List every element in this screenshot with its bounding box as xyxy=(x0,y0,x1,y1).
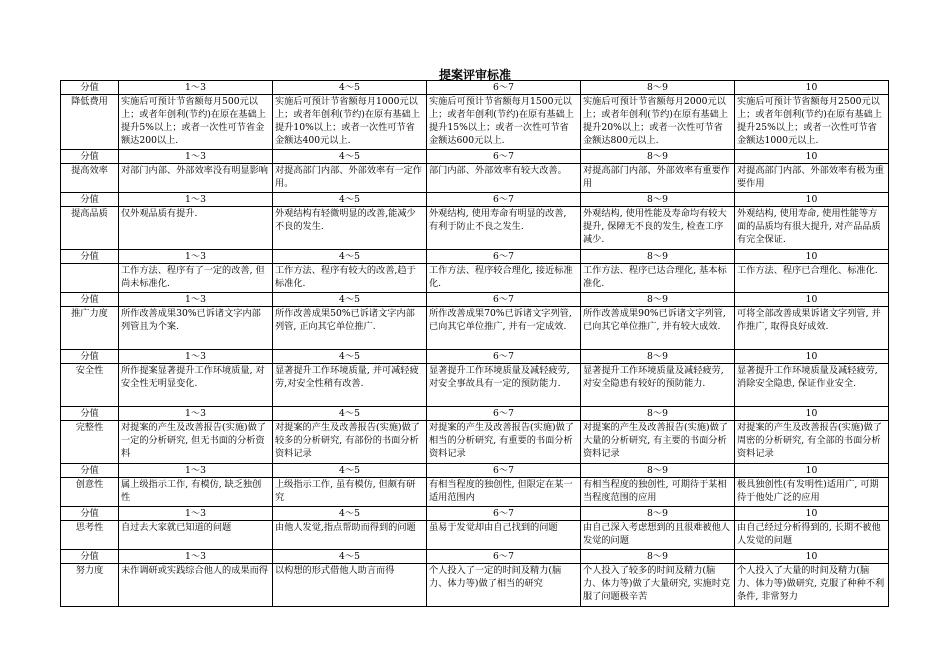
criterion-description xyxy=(119,95,273,150)
criterion-description xyxy=(119,164,273,193)
description-text: 个人投入了大量的时间及精力(脑力、体力等)做研究, 克服了种种不利条件, 非常努力 xyxy=(737,565,885,602)
criterion-description xyxy=(427,164,581,193)
criterion-row xyxy=(61,478,889,507)
criterion-description xyxy=(119,564,273,607)
score-range: 8～9 xyxy=(581,193,735,207)
page-title: 提案评审标准 xyxy=(438,68,511,82)
score-row xyxy=(61,464,889,478)
description-text: 实施后可预计节省额每月1500元以上；或者年创利(节约)在原有基础上提升15%以上；或者一次性可节省金额达600元以上. xyxy=(429,96,574,146)
score-range: 4～5 xyxy=(273,464,427,478)
criterion-row xyxy=(61,364,889,407)
description-text: 对提高部门内部、外部效率有极为重要作用 xyxy=(737,165,884,189)
score-range: 6～7 xyxy=(427,507,581,521)
description-text: 以构想的形式借他人助言而得 xyxy=(275,565,395,576)
criterion-description xyxy=(119,364,273,407)
description-text: 上级指示工作, 虽有模仿, 但颇有研究 xyxy=(275,479,416,503)
description-text: 由他人发觉,指点帮助而得到的问题 xyxy=(275,522,416,533)
description-text: 对提案的产生及改善报告(实施)做了大量的分析研究, 有主要的书面分析资料记录 xyxy=(583,422,728,459)
criterion-row xyxy=(61,95,889,150)
criterion-description xyxy=(273,307,427,350)
criterion-description xyxy=(427,95,581,150)
description-text: 由自己经过分析得到的, 长期不被他人发觉的问题 xyxy=(737,522,881,546)
criteria-table xyxy=(60,80,889,607)
score-range: 10 xyxy=(735,81,889,95)
score-range: 8～9 xyxy=(581,150,735,164)
description-text: 工作方法、程序有较大的改善,趋于标准化. xyxy=(275,265,416,289)
score-range: 10 xyxy=(735,507,889,521)
criterion-row xyxy=(61,264,889,293)
description-text: 自过去大家就已知道的问题 xyxy=(121,522,232,533)
description-text: 对提高部门内部、外部效率有重要作用 xyxy=(583,165,730,189)
score-range: 8～9 xyxy=(581,350,735,364)
score-range: 1～3 xyxy=(119,150,273,164)
criterion-description xyxy=(119,307,273,350)
description-text: 实施后可预计节省额每月1000元以上；或者年创利(节约)在原有基础上提升10%以上；或者一次性可节省金额达400元以上. xyxy=(275,96,420,146)
criterion-description xyxy=(427,564,581,607)
criterion-row xyxy=(61,164,889,193)
criterion-name: 推广力度 xyxy=(61,307,119,350)
criterion-description xyxy=(735,307,889,350)
description-text: 外观结构有轻微明显的改善,能减少不良的发生. xyxy=(275,208,416,232)
score-row xyxy=(61,250,889,264)
description-text: 对部门内部、外部效率没有明显影响 xyxy=(121,165,268,176)
description-text: 未作调研或实践综合他人的成果而得 xyxy=(121,565,268,576)
criterion-description xyxy=(581,264,735,293)
description-text: 外观结构, 使用性能及寿命均有较大提升, 保障无不良的发生, 检查工序减少. xyxy=(583,208,727,245)
criterion-name: 提高品质 xyxy=(61,207,119,250)
description-text: 个人投入了一定的时间及精力(脑力、体力等)做了相当的研究 xyxy=(429,565,562,589)
criterion-description xyxy=(581,364,735,407)
criterion-description xyxy=(427,364,581,407)
description-text: 显著提升工作环境质量及减轻疲劳, 对安全隐患有较好的预防能力. xyxy=(583,365,724,389)
description-text: 仅外观品质有提升. xyxy=(121,208,198,219)
criterion-description xyxy=(273,478,427,507)
criterion-name: 安全性 xyxy=(61,364,119,407)
score-label: 分值 xyxy=(61,293,119,307)
criterion-description xyxy=(735,364,889,407)
score-row xyxy=(61,193,889,207)
criterion-description xyxy=(581,421,735,464)
description-text: 对提高部门内部、外部效率有一定作用。 xyxy=(275,165,422,189)
criterion-description xyxy=(427,264,581,293)
description-text: 工作方法、程序有了一定的改善, 但尚未标准化. xyxy=(121,265,265,289)
score-row xyxy=(61,293,889,307)
score-row xyxy=(61,150,889,164)
criterion-description xyxy=(735,421,889,464)
score-range: 8～9 xyxy=(581,407,735,421)
score-range: 10 xyxy=(735,350,889,364)
criterion-description xyxy=(581,307,735,350)
description-text: 部门内部、外部效率有较大改善。 xyxy=(429,165,567,176)
score-label: 分值 xyxy=(61,350,119,364)
score-range: 4～5 xyxy=(273,293,427,307)
description-text: 虽易于发觉却由自己找到的问题 xyxy=(429,522,558,533)
description-text: 对提案的产生及改善报告(实施)做了较多的分析研究, 有部份的书面分析资料记录 xyxy=(275,422,420,459)
score-range: 1～3 xyxy=(119,550,273,564)
score-range: 8～9 xyxy=(581,293,735,307)
score-range: 10 xyxy=(735,150,889,164)
score-range: 4～5 xyxy=(273,150,427,164)
criterion-description xyxy=(119,521,273,550)
criterion-row xyxy=(61,564,889,607)
description-text: 个人投入了较多的时间及精力(脑力、体力等)做了大量研究, 实施时克服了问题极辛苦 xyxy=(583,565,731,602)
criterion-name: 创意性 xyxy=(61,478,119,507)
description-text: 可将全部改善成果诉诸文字列管, 并作推广, 取得良好成效. xyxy=(737,308,881,332)
score-label: 分值 xyxy=(61,150,119,164)
criterion-description xyxy=(581,564,735,607)
description-text: 实施后可预计节省额每月500元以上；或者年创利(节约)在原在基础上提升5%以上；或者一次性可节省金额达200以上. xyxy=(121,96,266,146)
score-row xyxy=(61,550,889,564)
description-text: 所作改善成果50%已诉诸文字内部列管, 正向其它单位推广. xyxy=(275,308,415,332)
score-range: 4～5 xyxy=(273,550,427,564)
score-range: 4～5 xyxy=(273,350,427,364)
criterion-name: 降低费用 xyxy=(61,95,119,150)
description-text: 工作方法、程序已合理化、标准化. xyxy=(737,265,878,276)
score-range: 4～5 xyxy=(273,250,427,264)
score-range: 10 xyxy=(735,407,889,421)
description-text: 工作方法、程序较合理化, 接近标准化. xyxy=(429,265,573,289)
criterion-description xyxy=(735,207,889,250)
score-row xyxy=(61,507,889,521)
criterion-description xyxy=(735,164,889,193)
description-text: 显著提升工作环境质量及减轻疲劳, 对安全事故具有一定的预防能力. xyxy=(429,365,570,389)
description-text: 对提案的产生及改善报告(实施)做了相当的分析研究, 有重要的书面分析资料记录 xyxy=(429,422,574,459)
score-range: 1～3 xyxy=(119,350,273,364)
criterion-description xyxy=(273,364,427,407)
criterion-name xyxy=(61,264,119,293)
score-range: 6～7 xyxy=(427,464,581,478)
score-range: 1～3 xyxy=(119,193,273,207)
score-range: 6～7 xyxy=(427,350,581,364)
score-row xyxy=(61,407,889,421)
score-label: 分值 xyxy=(61,464,119,478)
criterion-description xyxy=(273,95,427,150)
score-range: 6～7 xyxy=(427,81,581,95)
criterion-description xyxy=(427,521,581,550)
criterion-name: 提高效率 xyxy=(61,164,119,193)
criterion-row xyxy=(61,421,889,464)
criterion-description xyxy=(735,521,889,550)
description-text: 所作改善成果30%已诉诸文字内部列管且为个案. xyxy=(121,308,261,332)
score-row xyxy=(61,81,889,95)
criterion-description xyxy=(581,521,735,550)
score-range: 10 xyxy=(735,293,889,307)
score-range: 10 xyxy=(735,250,889,264)
score-label: 分值 xyxy=(61,407,119,421)
score-label: 分值 xyxy=(61,250,119,264)
score-range: 1～3 xyxy=(119,81,273,95)
criterion-description xyxy=(119,264,273,293)
score-label: 分值 xyxy=(61,193,119,207)
description-text: 由自己深入考虑想到的且很难被他人发觉的问题 xyxy=(583,522,730,546)
criterion-description xyxy=(581,207,735,250)
score-range: 10 xyxy=(735,193,889,207)
score-range: 6～7 xyxy=(427,150,581,164)
score-range: 1～3 xyxy=(119,407,273,421)
score-range: 1～3 xyxy=(119,293,273,307)
criterion-row xyxy=(61,307,889,350)
score-range: 6～7 xyxy=(427,550,581,564)
score-range: 1～3 xyxy=(119,464,273,478)
criterion-description xyxy=(119,421,273,464)
criterion-description xyxy=(273,264,427,293)
criterion-description xyxy=(427,207,581,250)
description-text: 所作改善成果70%已诉诸文字列管, 已向其它单位推广, 并有一定成效. xyxy=(429,308,572,332)
criterion-description xyxy=(581,95,735,150)
criterion-description xyxy=(735,564,889,607)
score-range: 6～7 xyxy=(427,250,581,264)
score-row xyxy=(61,350,889,364)
description-text: 所作改善成果90%已诉诸文字列管, 已向其它单位推广, 并有较大成效. xyxy=(583,308,726,332)
score-range: 10 xyxy=(735,550,889,564)
description-text: 属上级指示工作, 有模仿, 缺乏独创性 xyxy=(121,479,262,503)
criterion-description xyxy=(581,164,735,193)
score-range: 6～7 xyxy=(427,407,581,421)
criterion-description xyxy=(273,164,427,193)
score-label: 分值 xyxy=(61,550,119,564)
criterion-row xyxy=(61,521,889,550)
description-text: 显著提升工作环境质量及减轻疲劳,消除安全隐患, 保证作业安全. xyxy=(737,365,878,389)
criterion-name: 思考性 xyxy=(61,521,119,550)
description-text: 对提案的产生及改善报告(实施)做了一定的分析研究, 但无书面的分析资料 xyxy=(121,422,266,459)
score-label: 分值 xyxy=(61,507,119,521)
criterion-name: 完整性 xyxy=(61,421,119,464)
criterion-description xyxy=(119,207,273,250)
criterion-description xyxy=(427,421,581,464)
criterion-description xyxy=(273,207,427,250)
description-text: 外观结构, 使用寿命有明显的改善, 有利于防止不良之发生. xyxy=(429,208,567,232)
description-text: 有相当程度的独创性, 但限定在某一适用范围内 xyxy=(429,479,573,503)
criterion-description xyxy=(273,421,427,464)
criterion-row xyxy=(61,207,889,250)
criterion-description xyxy=(273,521,427,550)
criterion-description xyxy=(119,478,273,507)
score-range: 4～5 xyxy=(273,507,427,521)
criterion-description xyxy=(427,478,581,507)
description-text: 所作提案显著提升工作环境质量, 对安全性无明显变化. xyxy=(121,365,265,389)
criterion-description xyxy=(427,307,581,350)
criterion-description xyxy=(735,478,889,507)
score-range: 4～5 xyxy=(273,407,427,421)
score-range: 8～9 xyxy=(581,250,735,264)
criterion-description xyxy=(273,564,427,607)
criterion-description xyxy=(735,264,889,293)
description-text: 对提案的产生及改善报告(实施)做了周密的分析研究, 有全部的书面分析资料记录 xyxy=(737,422,882,459)
description-text: 极具独创性(有发明性)适用广, 可期待于他处广泛的应用 xyxy=(737,479,879,503)
criterion-description xyxy=(735,95,889,150)
score-range: 8～9 xyxy=(581,81,735,95)
score-range: 8～9 xyxy=(581,464,735,478)
description-text: 实施后可预计节省额每月2500元以上；或者年创利(节约)在原有基础上提升25%以上；或者一次性可节省金额达1000元以上. xyxy=(737,96,882,146)
description-text: 显著提升工作环境质量, 并可减轻疲劳,对安全性稍有改善. xyxy=(275,365,419,389)
description-text: 外观结构, 使用寿命, 使用性能等方面的品质均有很大提升, 对产品品质有完全保证. xyxy=(737,208,881,245)
description-text: 工作方法、程序已达合理化, 基本标准化. xyxy=(583,265,727,289)
score-range: 8～9 xyxy=(581,550,735,564)
score-range: 6～7 xyxy=(427,293,581,307)
score-range: 6～7 xyxy=(427,193,581,207)
score-range: 1～3 xyxy=(119,250,273,264)
criterion-description xyxy=(581,478,735,507)
description-text: 实施后可预计节省额每月2000元以上；或者年创利(节约)在原有基础上提升20%以上；或者一次性可节省金额达800元以上. xyxy=(583,96,728,146)
score-range: 8～9 xyxy=(581,507,735,521)
score-range: 1～3 xyxy=(119,507,273,521)
criterion-name: 努力度 xyxy=(61,564,119,607)
score-range: 10 xyxy=(735,464,889,478)
score-label: 分值 xyxy=(61,81,119,95)
score-range: 4～5 xyxy=(273,81,427,95)
score-range: 4～5 xyxy=(273,193,427,207)
description-text: 有相当程度的独创性, 可期待于某相当程度范围的应用 xyxy=(583,479,727,503)
